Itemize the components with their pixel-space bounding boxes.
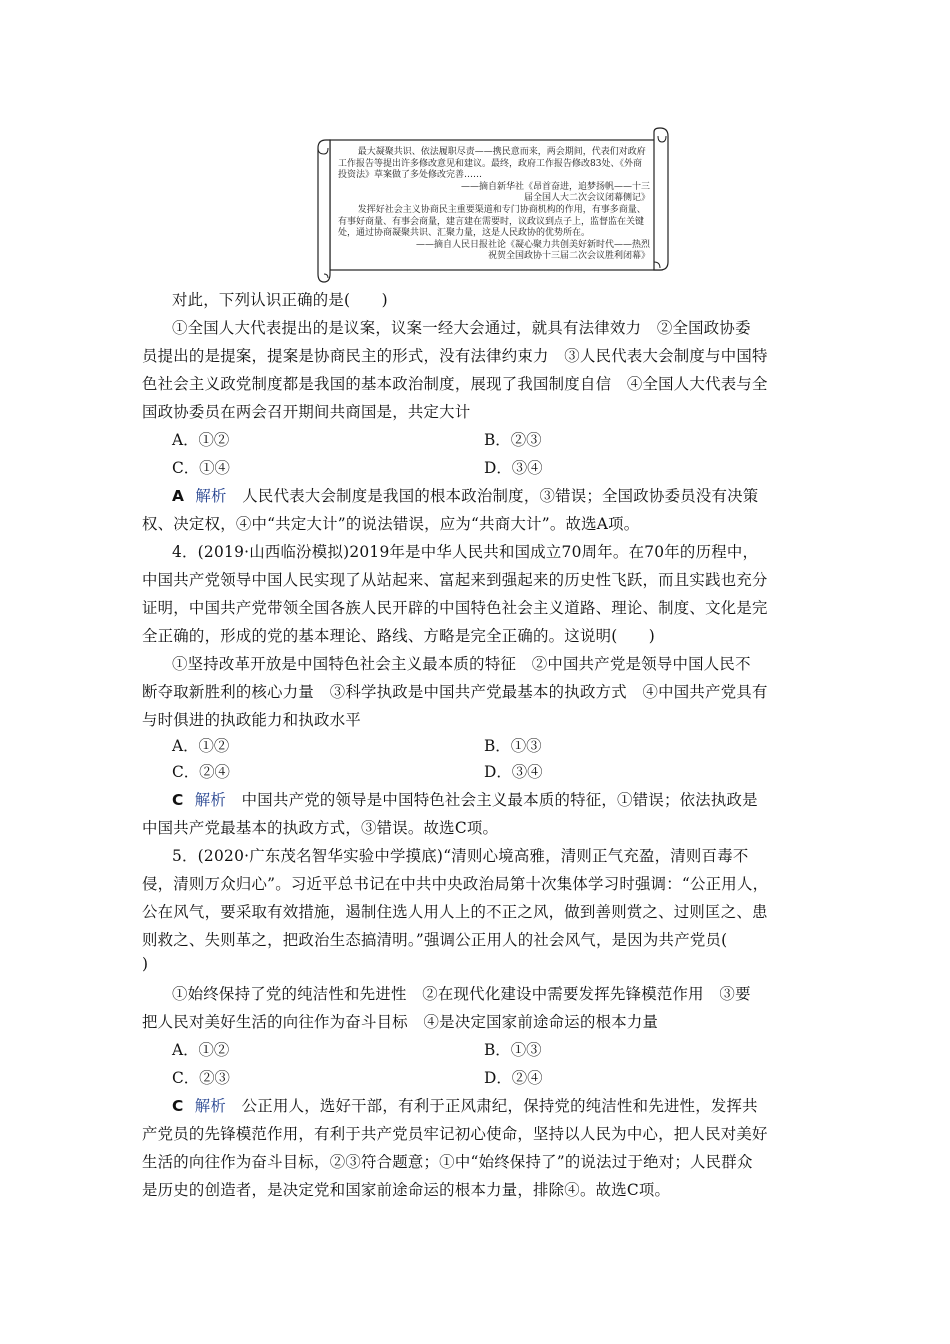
q4-item-line-2: 断夺取新胜利的核心力量 ③科学执政是中国共产党最基本的执政方式 ④中国共产党具有 <box>142 683 768 701</box>
excerpt-source-2b: 祝贺全国政协十三届二次会议胜利闭幕》 <box>487 251 650 262</box>
q3-option-b: B．②③ <box>484 431 542 449</box>
q3-option-c: C．①④ <box>172 459 230 477</box>
q3-item-line-4: 国政协委员在两会召开期间共商国是，共定大计 <box>142 403 471 421</box>
q4-option-b: B．①③ <box>484 737 542 755</box>
q5-option-c: C．②③ <box>172 1069 230 1087</box>
excerpt-paragraph-1: 最大凝聚共识、依法履职尽责——携民意而来，两会期间，代表们对政府工作报告等提出许多修改意见和建议。最终，政府工作报告修改83处、《外商投资法》草案做了多处修改完善…… <box>338 147 646 181</box>
q4-item-line-1: ①坚持改革开放是中国特色社会主义最本质的特征 ②中国共产党是领导中国人民不 <box>172 655 751 673</box>
q4-item-line-3: 与时俱进的执政能力和执政水平 <box>142 711 361 729</box>
q5-stem-line-1: 5．(2020·广东茂名智华实验中学摸底)“清则心境高雅，清则正气充盈，清则百毒不 <box>172 847 749 865</box>
q5-explanation-line-2: 产党员的先锋模范作用，有利于共产党员牢记初心使命，坚持以人民为中心，把人民对美好 <box>142 1125 768 1143</box>
q4-explanation-text-1: 中国共产党的领导是中国特色社会主义最本质的特征，①错误；依法执政是 <box>241 791 758 809</box>
q4-stem-line-1: 4．(2019·山西临汾模拟)2019年是中华人民共和国成立70周年。在70年的历程中， <box>172 543 759 561</box>
q3-explanation-text-1: 人民代表大会制度是我国的根本政治制度，③错误；全国政协委员没有决策 <box>242 487 759 505</box>
q3-item-line-1: ①全国人大代表提出的是议案，议案一经大会通过，就具有法律效力 ②全国政协委 <box>172 319 751 337</box>
q4-jiexi-label: 解析 <box>194 791 226 809</box>
q5-explanation-line-3: 生活的向往作为奋斗目标，②③符合题意；①中“始终保持了”的说法过于绝对；人民群众 <box>142 1153 753 1171</box>
scroll-excerpt <box>312 126 672 286</box>
excerpt-source-2a: ——摘自人民日报社论《凝心聚力共创美好新时代——热烈 <box>415 239 650 250</box>
q5-option-a: A．①② <box>172 1041 230 1059</box>
q5-explanation-line-4: 是历史的创造者，是决定党和国家前途命运的根本力量，排除④。故选C项。 <box>142 1181 671 1199</box>
q3-option-d: D．③④ <box>484 459 543 477</box>
q5-item-line-2: 把人民对美好生活的向往作为奋斗目标 ④是决定国家前途命运的根本力量 <box>142 1013 659 1031</box>
q3-answer: A <box>172 487 185 505</box>
excerpt-source-1b: 届全国人大二次会议闭幕侧记》 <box>523 193 650 204</box>
q4-option-c: C．②④ <box>172 763 230 781</box>
q3-jiexi-label: 解析 <box>195 487 227 505</box>
q3-item-line-3: 色社会主义政党制度都是我国的基本政治制度，展现了我国制度自信 ④全国人大代表与全 <box>142 375 768 393</box>
q4-answer: C <box>172 791 184 809</box>
q4-stem-line-3: 证明，中国共产党带领全国各族人民开辟的中国特色社会主义道路、理论、制度、文化是完 <box>142 599 768 617</box>
q4-option-a: A．①② <box>172 737 230 755</box>
q4-option-d: D．③④ <box>484 763 543 781</box>
q3-explanation-line-2: 权、决定权，④中“共定大计”的说法错误，应为“共商大计”。故选A项。 <box>142 515 640 533</box>
q3-explanation-line-1 <box>172 486 810 506</box>
q5-jiexi-label: 解析 <box>194 1097 226 1115</box>
q5-answer: C <box>172 1097 184 1115</box>
q3-stem: 对此，下列认识正确的是( ) <box>172 291 388 309</box>
excerpt-source-1a: ——摘自新华社《昂首奋进，追梦扬帆——十三 <box>460 181 650 192</box>
excerpt-paragraph-2: 发挥好社会主义协商民主重要渠道和专门协商机构的作用，有事多商量、有事好商量、有事会商量，建言建在需要时，议政议到点子上，监督监在关键处，通过协商凝聚共识、汇聚力量，这是人民政协的优势所在。 <box>338 204 646 239</box>
scroll-text <box>338 147 650 263</box>
q5-stem-line-2: 侵，清则万众归心”。习近平总书记在中共中央政治局第十次集体学习时强调：“公正用人， <box>142 875 769 893</box>
q5-stem-line-4: 则救之、失则革之，把政治生态搞清明。”强调公正用人的社会风气，是因为共产党员( <box>142 931 728 949</box>
q5-item-line-1: ①始终保持了党的纯洁性和先进性 ②在现代化建设中需要发挥先锋模范作用 ③要 <box>172 985 751 1003</box>
q5-stem-line-5: ) <box>142 955 149 973</box>
q5-explanation-line-1 <box>172 1096 810 1116</box>
q4-stem-line-4: 全正确的，形成的党的基本理论、路线、方略是完全正确的。这说明( ) <box>142 627 656 645</box>
q5-option-d: D．②④ <box>484 1069 543 1087</box>
q4-explanation-line-2: 中国共产党最基本的执政方式，③错误。故选C项。 <box>142 819 499 837</box>
q5-stem-line-3: 公在风气，要采取有效措施，遏制住选人用人上的不正之风，做到善则赏之、过则匡之、患 <box>142 903 768 921</box>
q3-item-line-2: 员提出的是提案，提案是协商民主的形式，没有法律约束力 ③人民代表大会制度与中国特 <box>142 347 768 365</box>
q4-explanation-line-1 <box>172 790 810 810</box>
q5-option-b: B．①③ <box>484 1041 542 1059</box>
q3-option-a: A．①② <box>172 431 230 449</box>
q4-stem-line-2: 中国共产党领导中国人民实现了从站起来、富起来到强起来的历史性飞跃，而且实践也充分 <box>142 571 768 589</box>
q5-explanation-text-1: 公正用人，选好干部，有利于正风肃纪，保持党的纯洁性和先进性，发挥共 <box>241 1097 758 1115</box>
